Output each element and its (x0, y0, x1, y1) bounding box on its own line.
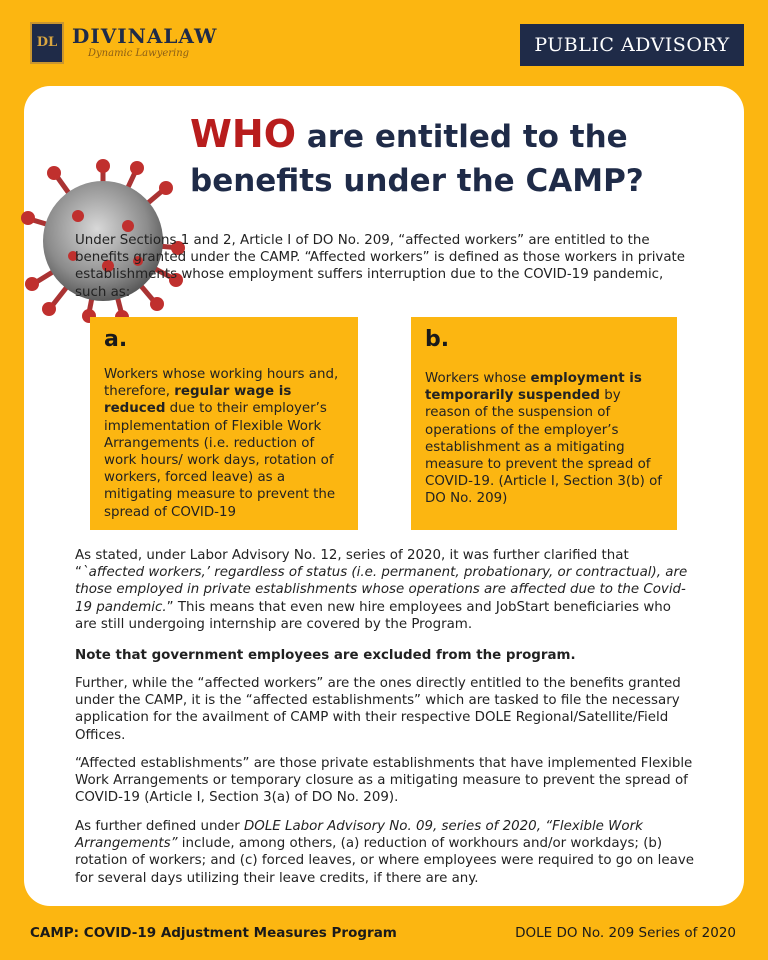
definition-paragraph: “Affected establishments” are those private establishments that have implemented Flexible Work Arrangements or temporary closure as a mitigating measure to prevent the spread of COVID-19 (Article I, Section 3(a) of DO No. 209). (75, 756, 693, 806)
box-b-text-bold: employment is temporarily suspended (425, 371, 642, 404)
box-a-text-bold: regular wage is reduced (104, 384, 292, 417)
para1-post: ” This means that even new hire employees and JobStart beneficiaries who are still undergoing internship are covered by the Program. (75, 599, 671, 632)
box-b-letter: b. (425, 327, 450, 352)
box-b (411, 317, 677, 530)
title-line1: are entitled to the (296, 119, 628, 155)
government-note: Note that government employees are excluded from the program. (75, 648, 576, 663)
box-a-text-post: due to their employer’s implementation of Flexible Work Arrangements (i.e. reduction of work hours/ work days, rotation of workers, forced leave) as a mitigating measure to prevent the spread of COVID-19 (104, 401, 336, 520)
para1-italic: `affected workers,’ regardless of status (i.e. permanent, probationary, or contractual), are those employed in private establishments whose operations are affected due to the Covid-19 pandemic. (75, 565, 688, 615)
logo-name: DIVINALAW (72, 24, 218, 48)
para4-pre: As further defined under (75, 819, 244, 834)
title-line2: benefits under the CAMP? (190, 163, 644, 199)
box-a-letter: a. (104, 327, 128, 352)
divinalaw-logo (30, 22, 230, 68)
footer-program-name: CAMP: COVID-19 Adjustment Measures Program (30, 925, 397, 941)
para4-italic: DOLE Labor Advisory No. 09, series of 2020, “Flexible Work Arrangements” (75, 819, 643, 852)
logo-emblem (30, 22, 64, 64)
affected-establishments-paragraph: Further, while the “affected workers” are the ones directly entitled to the benefits granted under the CAMP, it is the “affected establishments” which are tasked to file the necessary application for the availment of CAMP with their respective DOLE Regional/Satellite/Field Offices. (75, 676, 681, 743)
title-who: WHO (190, 112, 297, 156)
box-a-text-pre: Workers whose working hours and, therefore, (104, 367, 339, 400)
box-a-text (104, 366, 344, 521)
box-a (90, 317, 358, 530)
box-b-text-post: by reason of the suspension of operations of the employer’s establishment as a mitigating measure to prevent the spread of COVID-19. (Article I, Section 3(b) of DO No. 209) (425, 388, 662, 507)
intro-paragraph: Under Sections 1 and 2, Article I of DO No. 209, “affected workers” are entitled to the benefits granted under the CAMP. “Affected workers” is defined as those workers in private establishments whose employment suffers interruption due to the COVID-19 pandemic, such as: (75, 233, 686, 300)
labor-advisory-paragraph (75, 547, 695, 633)
flexible-work-paragraph (75, 818, 695, 887)
logo-initials: DL (36, 35, 58, 50)
box-b-text-pre: Workers whose (425, 371, 531, 386)
logo-tagline: Dynamic Lawyering (88, 48, 190, 59)
footer-order-reference: DOLE DO No. 209 Series of 2020 (515, 925, 736, 941)
box-b-text (425, 370, 663, 508)
para4-post: include, among others, (a) reduction of workhours and/or workdays; (b) rotation of workers; and (c) forced leaves, or where employees were required to go on leave for several days utilizing their leave credits, if there are any. (75, 836, 694, 886)
para1-pre: As stated, under Labor Advisory No. 12, series of 2020, it was further clarified that “ (75, 548, 629, 581)
page-title (190, 112, 750, 203)
public-advisory-badge: PUBLIC ADVISORY (520, 24, 744, 66)
